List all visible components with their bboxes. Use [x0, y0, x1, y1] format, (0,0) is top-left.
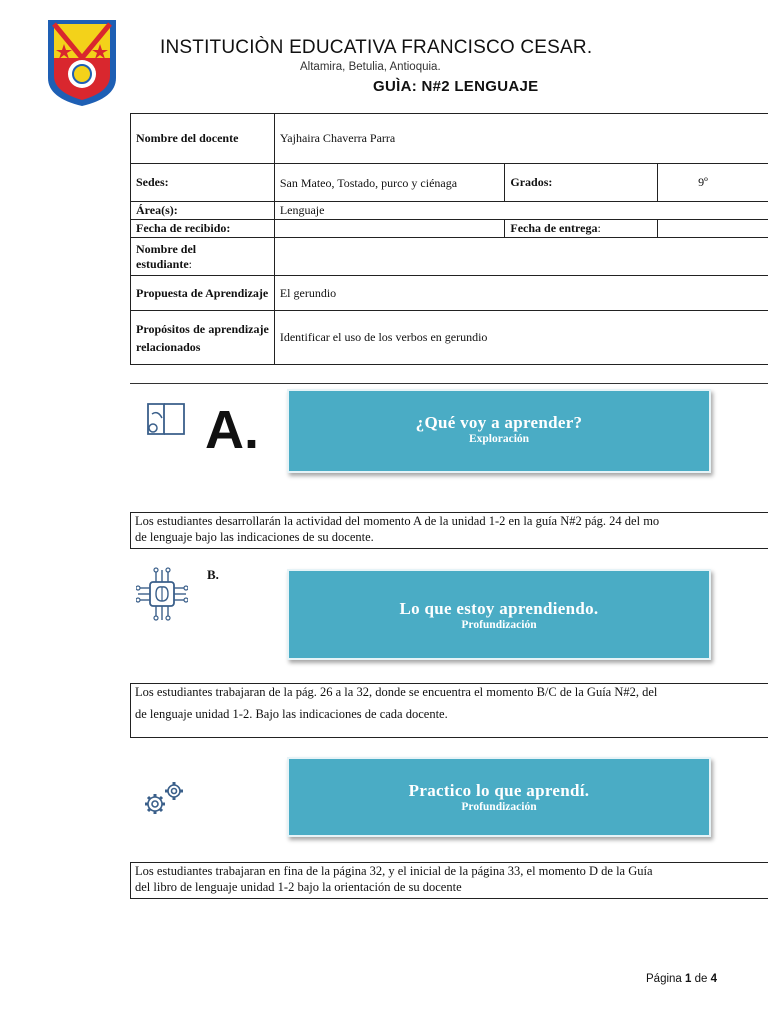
section-a-banner-title: ¿Qué voy a aprender? [415, 413, 583, 432]
estudiante-label [131, 238, 275, 276]
teacher-label: Nombre del docente [131, 114, 275, 164]
estudiante-colon: : [188, 256, 193, 271]
propositos-label: Propósitos de aprendizaje relacionados [131, 311, 275, 365]
fecha-recibido-value[interactable] [274, 220, 505, 238]
info-table [130, 113, 768, 365]
school-shield-logo [46, 18, 118, 108]
open-book-icon [140, 400, 190, 440]
guide-title: GUÌA: N#2 LENGUAJE [373, 78, 539, 95]
institution-location: Altamira, Betulia, Antioquia. [300, 61, 441, 73]
brain-circuit-icon [136, 566, 188, 624]
sedes-label: Sedes: [131, 164, 275, 202]
section-c-banner-title: Practico lo que aprendí. [408, 781, 590, 800]
area-value: Lenguaje [274, 202, 768, 220]
fecha-entrega-colon: : [597, 221, 601, 235]
grados-value: 9º [658, 164, 768, 202]
section-a-letter: A. [205, 400, 259, 460]
of-word: de [694, 973, 708, 985]
sedes-value: San Mateo, Tostado, purco y ciénaga [274, 164, 505, 202]
estudiante-value[interactable] [274, 238, 768, 276]
estudiante-label-part1: Nombre del [136, 241, 197, 256]
section-b-text-line1: Los estudiantes trabajaran de la pág. 26 a la 32, donde se encuentra el momento B/C de la Guía N#2, del [135, 685, 658, 699]
section-b-banner-title: Lo que estoy aprendiendo. [399, 599, 599, 618]
section-divider [130, 383, 768, 384]
section-c-textbox [130, 862, 768, 899]
page-current: 1 [685, 973, 692, 985]
propositos-value: Identificar el uso de los verbos en gerundio [274, 311, 768, 365]
section-a-text-line2: de lenguaje bajo las indicaciones de su docente. [135, 530, 374, 544]
section-a-banner-subtitle: Exploración [468, 433, 530, 445]
section-c-text-line1: Los estudiantes trabajaran en fina de la página 32, y el inicial de la página 33, el momento D de la Guía [135, 864, 653, 878]
gears-icon [140, 778, 190, 818]
section-a-banner [287, 389, 711, 473]
teacher-value: Yajhaira Chaverra Parra [274, 114, 768, 164]
area-label: Área(s): [131, 202, 275, 220]
page-number [646, 973, 717, 985]
section-b-banner [287, 569, 711, 660]
section-c-banner-subtitle: Profundización [461, 801, 537, 813]
fecha-entrega-label-text: Fecha de entrega [510, 221, 598, 235]
fecha-entrega-value[interactable] [658, 220, 768, 238]
page-total: 4 [710, 973, 718, 985]
estudiante-label-part2: estudiante [136, 256, 189, 271]
grados-label: Grados: [505, 164, 658, 202]
section-b-text-line2: de lenguaje unidad 1-2. Bajo las indicaciones de cada docente. [135, 707, 448, 721]
section-c-banner [287, 757, 711, 837]
section-a-textbox [130, 512, 768, 549]
propuesta-label: Propuesta de Aprendizaje [131, 276, 275, 311]
institution-name: INSTITUCIÒN EDUCATIVA FRANCISCO CESAR. [160, 37, 593, 58]
section-b-letter: B. [207, 567, 219, 582]
propuesta-value: El gerundio [274, 276, 768, 311]
fecha-entrega-label [505, 220, 658, 238]
page-word: Página [646, 973, 682, 985]
section-b-banner-subtitle: Profundización [461, 619, 537, 631]
section-b-textbox [130, 683, 768, 738]
fecha-recibido-label: Fecha de recibido: [131, 220, 275, 238]
section-c-text-line2: del libro de lenguaje unidad 1-2 bajo la orientación de su docente [135, 880, 462, 894]
section-a-text-line1: Los estudiantes desarrollarán la actividad del momento A de la unidad 1-2 en la guía N#2 pág. 24 del mo [135, 514, 660, 528]
